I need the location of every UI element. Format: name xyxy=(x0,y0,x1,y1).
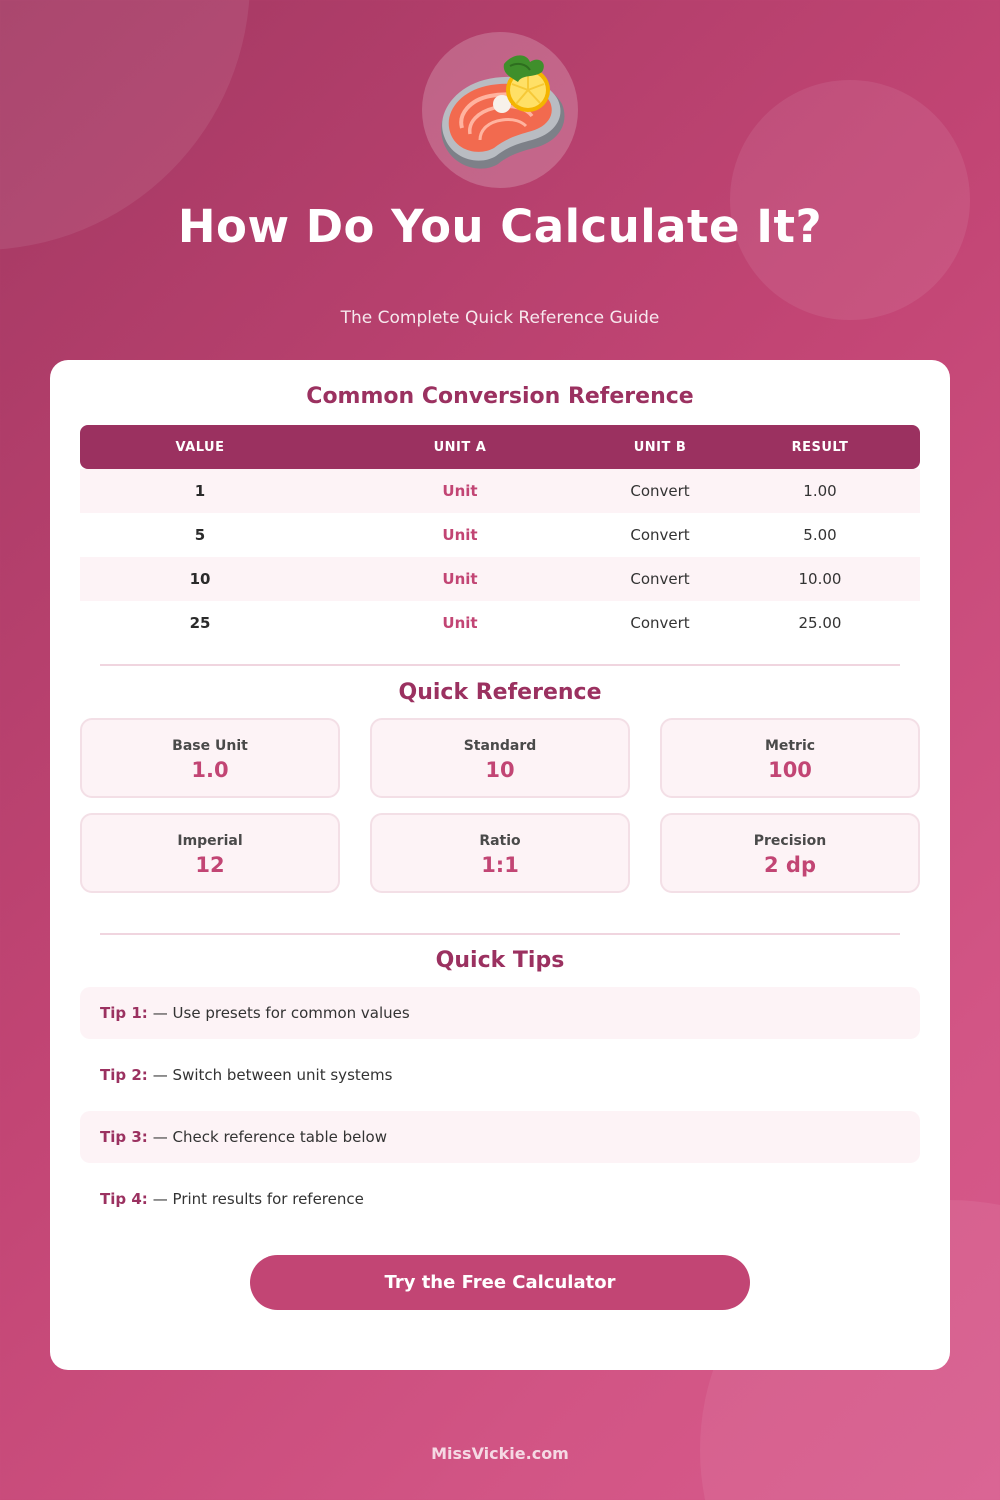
tip-text: — Print results for reference xyxy=(152,1190,364,1208)
quick-reference-label: Imperial xyxy=(177,833,243,849)
quick-reference-value: 12 xyxy=(195,853,225,877)
column-header-unit-a: UNIT A xyxy=(433,439,487,455)
table-row xyxy=(80,601,920,645)
table-row xyxy=(80,469,920,513)
cell-value: 5 xyxy=(194,526,206,544)
tip-text: — Use presets for common values xyxy=(152,1004,410,1022)
tip-item xyxy=(80,1049,920,1101)
tip-label: Tip 1: xyxy=(100,1004,148,1022)
tip-item xyxy=(80,1173,920,1225)
table-row xyxy=(80,513,920,557)
quick-reference-label: Ratio xyxy=(479,833,521,849)
salmon-steak-icon xyxy=(422,32,578,188)
column-header-value: VALUE xyxy=(175,439,225,455)
quick-reference-value: 1.0 xyxy=(191,758,229,782)
quick-reference-card xyxy=(660,813,920,893)
tip-item xyxy=(80,1111,920,1163)
quick-tips-title: Quick Tips xyxy=(435,948,565,973)
cell-result: 25.00 xyxy=(798,614,842,632)
column-header-result: RESULT xyxy=(791,439,849,455)
tip-text: — Check reference table below xyxy=(152,1128,387,1146)
cell-result: 10.00 xyxy=(798,570,842,588)
cell-value: 25 xyxy=(189,614,211,632)
quick-reference-label: Metric xyxy=(764,738,816,754)
cell-unit-a: Unit xyxy=(442,526,478,544)
reference-card xyxy=(50,360,950,1370)
cell-unit-b: Convert xyxy=(630,526,690,544)
quick-reference-label: Precision xyxy=(753,833,827,849)
quick-reference-card xyxy=(660,718,920,798)
page-title: How Do You Calculate It? xyxy=(177,200,823,253)
quick-reference-label: Base Unit xyxy=(172,738,248,754)
column-header-unit-b: UNIT B xyxy=(633,439,687,455)
quick-reference-card xyxy=(370,718,630,798)
try-calculator-button[interactable]: Try the Free Calculator xyxy=(250,1255,750,1310)
table-header xyxy=(80,425,920,469)
table-row xyxy=(80,557,920,601)
tip-text: — Switch between unit systems xyxy=(152,1066,393,1084)
quick-reference-value: 100 xyxy=(768,758,812,782)
conversion-section-title: Common Conversion Reference xyxy=(306,384,694,409)
tip-label: Tip 4: xyxy=(100,1190,148,1208)
page-subtitle: The Complete Quick Reference Guide xyxy=(340,308,660,328)
cell-value: 1 xyxy=(194,482,206,500)
cell-unit-a: Unit xyxy=(442,570,478,588)
cell-value: 10 xyxy=(189,570,211,588)
quick-reference-card xyxy=(370,813,630,893)
cell-result: 5.00 xyxy=(803,526,837,544)
cell-unit-b: Convert xyxy=(630,614,690,632)
section-divider xyxy=(100,933,900,935)
cell-unit-b: Convert xyxy=(630,482,690,500)
cell-unit-b: Convert xyxy=(630,570,690,588)
quick-reference-value: 1:1 xyxy=(481,853,519,877)
tip-label: Tip 3: xyxy=(100,1128,148,1146)
cell-result: 1.00 xyxy=(803,482,837,500)
quick-reference-card xyxy=(80,718,340,798)
quick-reference-title: Quick Reference xyxy=(398,680,602,705)
quick-reference-value: 2 dp xyxy=(764,853,816,877)
conversion-table xyxy=(80,425,920,645)
cell-unit-a: Unit xyxy=(442,482,478,500)
quick-reference-card xyxy=(80,813,340,893)
quick-reference-value: 10 xyxy=(485,758,515,782)
quick-reference-label: Standard xyxy=(463,738,537,754)
section-divider xyxy=(100,664,900,666)
tip-label: Tip 2: xyxy=(100,1066,148,1084)
footer-site-name: MissVickie.com xyxy=(431,1444,569,1463)
cell-unit-a: Unit xyxy=(442,614,478,632)
tip-item xyxy=(80,987,920,1039)
